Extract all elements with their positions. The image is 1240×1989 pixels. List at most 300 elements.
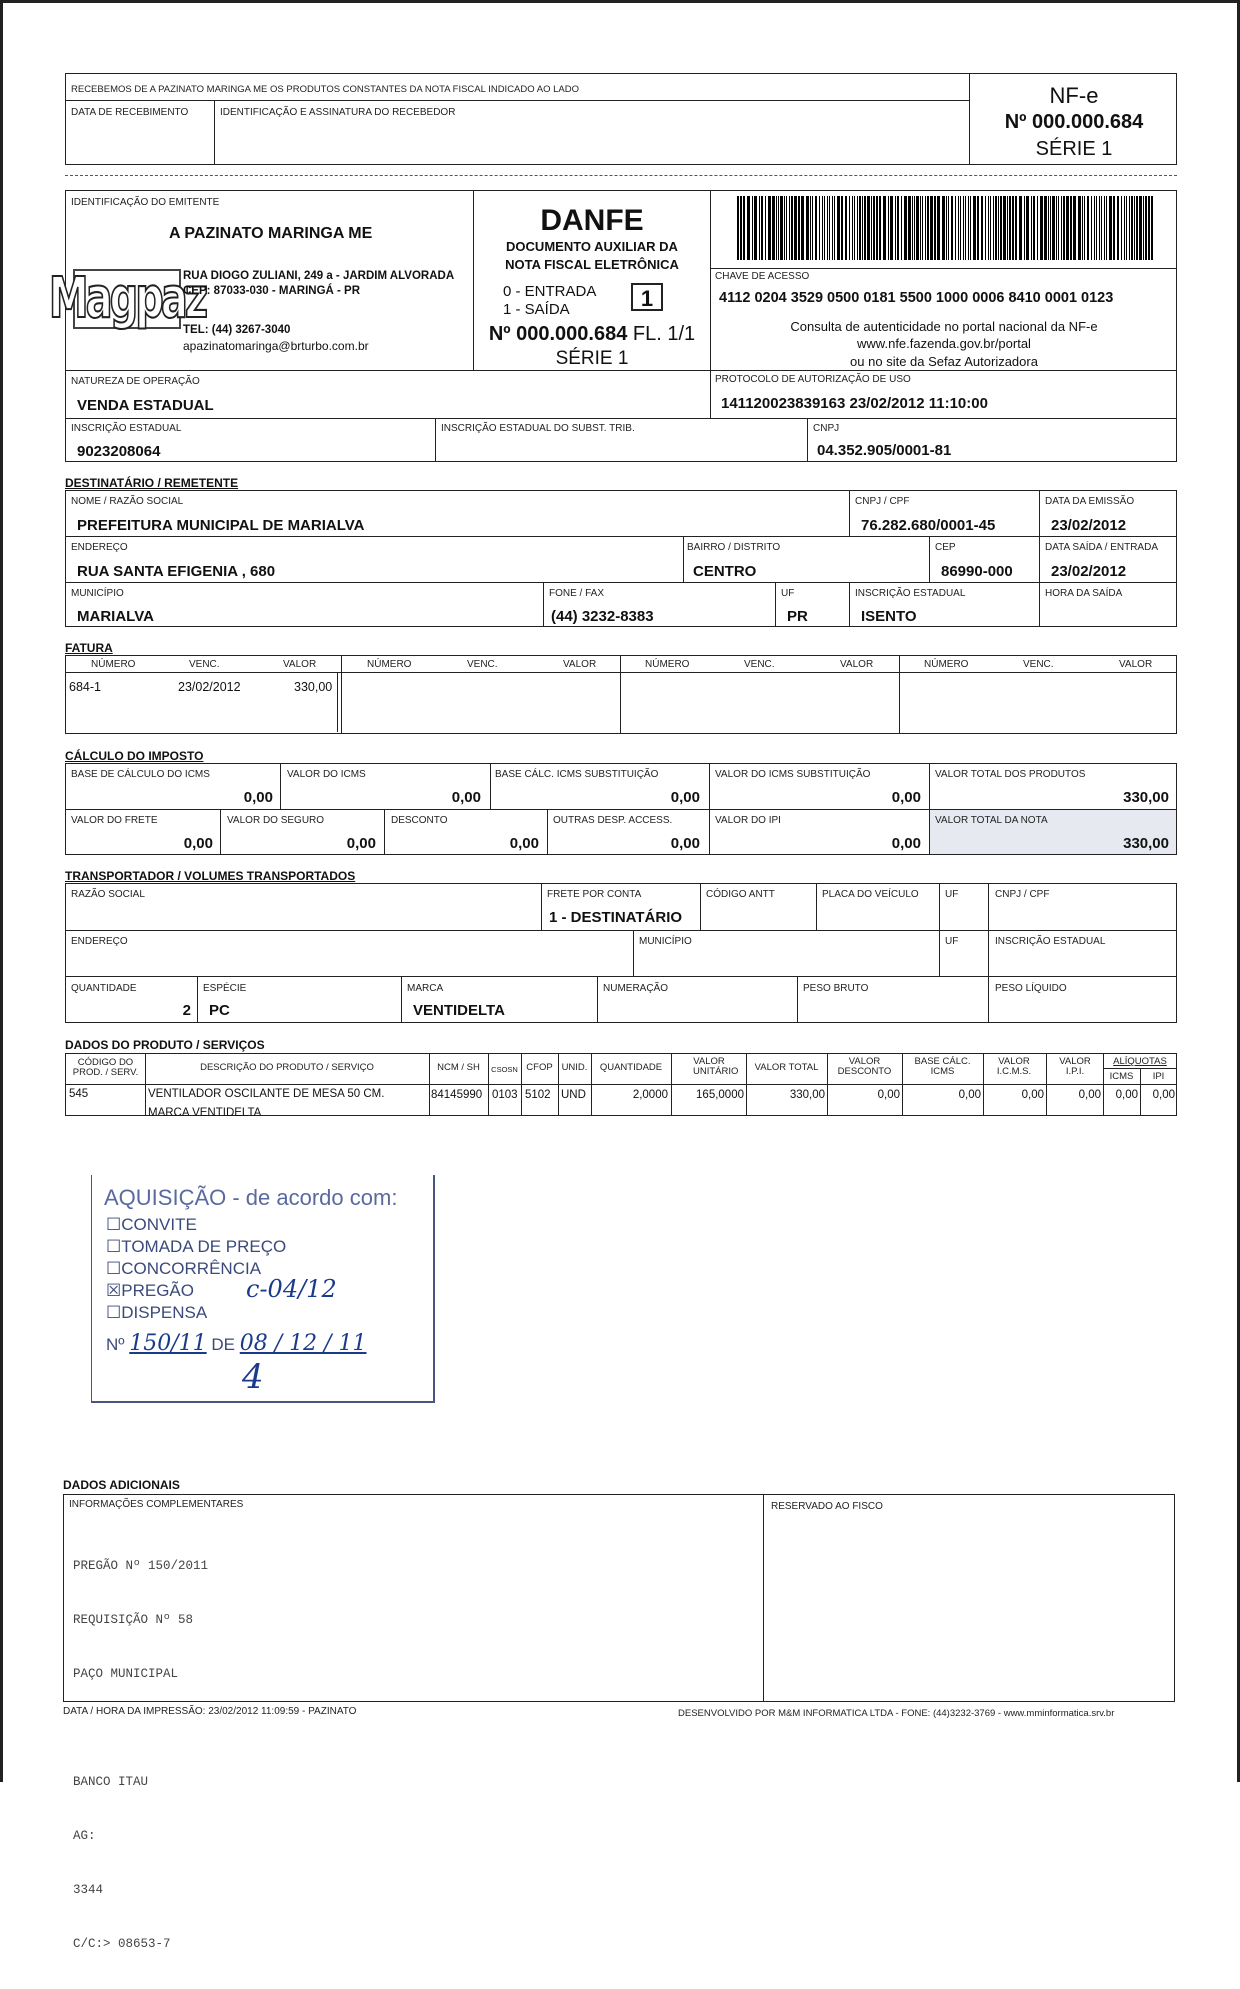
barcode-bar	[1048, 196, 1049, 260]
checkbox-concorrencia-icon: ☐	[106, 1259, 122, 1278]
barcode-bar	[765, 196, 766, 260]
barcode-bar	[768, 196, 771, 260]
discount-label: DESCONTO	[391, 815, 448, 826]
barcode-bar	[761, 196, 763, 260]
info-line: BANCO ITAU	[73, 1775, 149, 1789]
volume-net-label: PESO LÍQUIDO	[995, 983, 1067, 994]
freight-label: VALOR DO FRETE	[71, 815, 158, 826]
barcode-bar	[778, 196, 779, 260]
carrier-cnpj-label: CNPJ / CPF	[995, 889, 1050, 900]
barcode-bar	[1056, 196, 1057, 260]
barcode-bar	[1106, 196, 1107, 260]
checkbox-convite-icon: ☐	[106, 1215, 122, 1234]
barcode-bar	[1031, 196, 1032, 260]
stamp-number-line	[106, 1331, 367, 1356]
barcode-bar	[864, 196, 866, 260]
barcode-bar	[1003, 196, 1006, 260]
barcode-bar	[1121, 196, 1122, 260]
stamp-dispensa-label: DISPENSA	[121, 1303, 208, 1322]
invoice-section: FATURA	[65, 641, 113, 655]
invoice-h8: VENC.	[744, 659, 775, 670]
barcode-bar	[970, 196, 971, 260]
barcode-bar	[968, 196, 969, 260]
barcode-bar	[883, 196, 886, 260]
volume-brand-label: MARCA	[407, 983, 444, 994]
info-line: C/C:> 08653-7	[73, 1937, 171, 1951]
danfe-serie: SÉRIE 1	[555, 348, 629, 369]
barcode-bar	[948, 196, 949, 260]
info-line: PREGÃO Nº 150/2011	[73, 1559, 209, 1573]
stamp-tomada-label: TOMADA DE PREÇO	[121, 1237, 287, 1256]
product-desc1: VENTILADOR OSCILANTE DE MESA 50 CM.	[148, 1088, 385, 1100]
barcode-bar	[1126, 196, 1127, 260]
emitter-logo	[48, 266, 206, 332]
barcode-bar	[1082, 196, 1083, 260]
barcode-bar	[1101, 196, 1102, 260]
barcode-bar	[845, 196, 847, 260]
barcode-bar	[798, 196, 800, 260]
access-key-barcode	[737, 196, 1155, 260]
volume-qty-label: QUANTIDADE	[71, 983, 137, 994]
barcode-bar	[1113, 196, 1115, 260]
base-st: 0,00	[670, 789, 700, 806]
danfe-folha: FL. 1/1	[632, 323, 696, 345]
col-aliq-ipi: IPI	[1152, 1071, 1165, 1082]
volume-brand: VENTIDELTA	[413, 1002, 505, 1019]
barcode-bar	[1143, 196, 1144, 260]
product-qty: 2,0000	[632, 1089, 668, 1101]
total-products: 330,00	[1123, 789, 1169, 806]
carrier-uf-label: UF	[945, 889, 959, 900]
product-total: 330,00	[789, 1089, 825, 1101]
col-ncm: NCM / SH	[437, 1062, 480, 1073]
barcode-bar	[1151, 196, 1153, 260]
danfe-saida: 1 - SAÍDA	[503, 301, 570, 318]
cnpj-label: CNPJ	[813, 423, 840, 434]
access-key-label: CHAVE DE ACESSO	[715, 271, 810, 282]
barcode-bar	[873, 196, 875, 260]
additional-box	[63, 1494, 1175, 1702]
emitter-section-label: IDENTIFICAÇÃO DO EMITENTE	[71, 197, 220, 208]
barcode-bar	[1124, 196, 1125, 260]
barcode-bar	[1009, 196, 1011, 260]
barcode-bar	[965, 196, 966, 260]
col-cfop: CFOP	[526, 1062, 553, 1073]
invoice-h10: NÚMERO	[924, 659, 969, 670]
barcode-bar	[977, 196, 979, 260]
carrier-uf2-label: UF	[945, 936, 959, 947]
recipient-address-label: ENDEREÇO	[71, 542, 128, 553]
emitter-logo-text: Magpaz	[48, 266, 206, 332]
barcode-bar	[776, 196, 777, 260]
invoice-value: 330,00	[294, 680, 333, 694]
barcode-bar	[1099, 196, 1100, 260]
stamp-title: AQUISIÇÃO - de acordo com:	[104, 1185, 398, 1210]
danfe-subtitle2: NOTA FISCAL ELETRÔNICA	[505, 257, 679, 272]
barcode-bar	[786, 196, 787, 260]
barcode-bar	[1044, 196, 1047, 260]
barcode-bar	[963, 196, 964, 260]
recipient-cep-label: CEP	[935, 542, 956, 553]
barcode-bar	[888, 196, 889, 260]
product-icms: 0,00	[1021, 1089, 1044, 1101]
emitter-phone: TEL: (44) 3267-3040	[183, 324, 291, 336]
reserved-label: RESERVADO AO FISCO	[771, 1501, 883, 1512]
stamp-signature: 4	[242, 1357, 264, 1397]
checkbox-pregao-checked-icon: ☒	[106, 1281, 122, 1300]
invoice-h11: VENC.	[1023, 659, 1054, 670]
total-products-label: VALOR TOTAL DOS PRODUTOS	[935, 769, 1086, 780]
barcode-bar	[791, 196, 793, 260]
base-icms: 0,00	[243, 789, 273, 806]
barcode-bar	[834, 196, 835, 260]
recipient-city: MARIALVA	[77, 608, 154, 625]
receipt-statement: RECEBEMOS DE A PAZINATO MARINGA ME OS PRODUTOS CONSTANTES DA NOTA FISCAL INDICADO AO LADO	[71, 84, 579, 95]
ipi: 0,00	[891, 835, 921, 852]
volume-gross-label: PESO BRUTO	[803, 983, 869, 994]
invoice-h9: VALOR	[840, 659, 874, 670]
barcode-bar	[916, 196, 919, 260]
barcode-bar	[951, 196, 953, 260]
barcode-bar	[849, 196, 850, 260]
barcode-bar	[930, 196, 933, 260]
barcode-bar	[810, 196, 811, 260]
barcode-bar	[1007, 196, 1008, 260]
product-desc2: MARCA VENTIDELTA	[148, 1107, 262, 1119]
product-unit: 165,0000	[696, 1089, 744, 1101]
insurance: 0,00	[346, 835, 376, 852]
recipient-cnpj: 76.282.680/0001-45	[861, 517, 996, 534]
recipient-district-label: BAIRRO / DISTRITO	[687, 542, 781, 553]
recipient-name: PREFEITURA MUNICIPAL DE MARIALVA	[77, 517, 365, 534]
product-cfop: 5102	[525, 1089, 551, 1101]
barcode-bar	[1000, 196, 1002, 260]
recipient-time-label: HORA DA SAÍDA	[1045, 588, 1123, 599]
invoice-h12: VALOR	[1119, 659, 1153, 670]
recipient-cnpj-label: CNPJ / CPF	[855, 496, 910, 507]
barcode-bar	[852, 196, 853, 260]
barcode-bar	[1148, 196, 1150, 260]
receipt-number: Nº 000.000.684	[1004, 111, 1144, 133]
total: 330,00	[1123, 835, 1169, 852]
barcode-bar	[819, 196, 820, 260]
emitter-name: A PAZINATO MARINGA ME	[169, 225, 373, 242]
stamp-option-concorrencia	[106, 1259, 261, 1279]
barcode-bar	[743, 196, 745, 260]
base-st-label: BASE CÁLC. ICMS SUBSTITUIÇÃO	[495, 769, 659, 780]
total-label: VALOR TOTAL DA NOTA	[935, 815, 1048, 826]
volume-species-label: ESPÉCIE	[203, 983, 247, 994]
barcode-bar	[841, 196, 843, 260]
stamp-option-tomada	[106, 1237, 286, 1257]
danfe-entrada: 0 - ENTRADA	[503, 283, 597, 300]
col-code: CÓDIGO DO PROD. / SERV.	[72, 1057, 139, 1078]
invoice-h1: NÚMERO	[91, 659, 136, 670]
product-unid: UND	[561, 1089, 586, 1101]
barcode-bar	[876, 196, 878, 260]
invoice-h6: VALOR	[563, 659, 597, 670]
barcode-bar	[772, 196, 775, 260]
barcode-bar	[824, 196, 825, 260]
carrier-name-label: RAZÃO SOCIAL	[71, 889, 145, 900]
receipt-serie: SÉRIE 1	[1035, 138, 1113, 160]
barcode-bar	[1066, 196, 1069, 260]
col-total: VALOR TOTAL	[754, 1062, 819, 1073]
nature-value: VENDA ESTADUAL	[77, 397, 214, 414]
barcode-bar	[1015, 196, 1017, 260]
stamp-option-convite	[106, 1215, 197, 1235]
icms-st-label: VALOR DO ICMS SUBSTITUIÇÃO	[715, 769, 871, 780]
barcode-bar	[922, 196, 923, 260]
icms-st: 0,00	[891, 789, 921, 806]
barcode-bar	[837, 196, 840, 260]
col-icms: VALOR I.C.M.S.	[996, 1056, 1032, 1077]
danfe-subtitle1: DOCUMENTO AUXILIAR DA	[506, 239, 678, 254]
barcode-bar	[740, 196, 742, 260]
col-qty: QUANTIDADE	[599, 1062, 663, 1073]
stamp-pregao-label: PREGÃO	[121, 1281, 194, 1300]
stamp-no-value: 150/11	[129, 1331, 207, 1356]
barcode-bar	[784, 196, 785, 260]
icms-label: VALOR DO ICMS	[287, 769, 366, 780]
product-base: 0,00	[958, 1089, 981, 1101]
barcode-bar	[1058, 196, 1059, 260]
col-unid: UNID.	[561, 1062, 588, 1073]
invoice-box	[65, 655, 1177, 734]
info-line: 3344	[73, 1883, 104, 1897]
barcode-bar	[993, 196, 994, 260]
product-ncm: 84145990	[431, 1089, 483, 1101]
nature-label: NATUREZA DE OPERAÇÃO	[71, 376, 200, 387]
barcode-bar	[1052, 196, 1055, 260]
barcode-bar	[1131, 196, 1133, 260]
carrier-plate-label: PLACA DO VEÍCULO	[822, 889, 919, 900]
barcode-bar	[759, 196, 760, 260]
tax-section: CÁLCULO DO IMPOSTO	[65, 749, 204, 763]
discount: 0,00	[509, 835, 539, 852]
barcode-bar	[827, 196, 828, 260]
carrier-antt-label: CÓDIGO ANTT	[706, 889, 775, 900]
recipient-address: RUA SANTA EFIGENIA , 680	[77, 563, 276, 580]
base-icms-label: BASE DE CÁLCULO DO ICMS	[71, 769, 210, 780]
product-code: 545	[69, 1088, 89, 1100]
product-discount: 0,00	[877, 1089, 900, 1101]
info-line: REQUISIÇÃO Nº 58	[73, 1613, 194, 1627]
col-aliq-icms: ICMS	[1109, 1071, 1134, 1082]
invoice-h5: VENC.	[467, 659, 498, 670]
stamp-option-dispensa	[106, 1303, 207, 1323]
product-aliq-icms: 0,00	[1115, 1089, 1138, 1101]
barcode-bar	[862, 196, 863, 260]
info-label: INFORMAÇÕES COMPLEMENTARES	[69, 1499, 244, 1510]
carrier-ie-label: INSCRIÇÃO ESTADUAL	[995, 936, 1106, 947]
barcode-bar	[960, 196, 961, 260]
recipient-cep: 86990-000	[941, 563, 1013, 580]
invoice-h4: NÚMERO	[367, 659, 412, 670]
danfe-number-value: Nº 000.000.684	[488, 323, 628, 345]
recipient-ie: ISENTO	[861, 608, 917, 625]
barcode-bar	[871, 196, 872, 260]
barcode-bar	[1078, 196, 1081, 260]
recipient-section: DESTINATÁRIO / REMETENTE	[65, 476, 239, 490]
stamp-convite-label: CONVITE	[121, 1215, 197, 1234]
barcode-bar	[908, 196, 911, 260]
barcode-bar	[1033, 196, 1035, 260]
barcode-bar	[1024, 196, 1025, 260]
barcode-bar	[1019, 196, 1022, 260]
barcode-bar	[1096, 196, 1097, 260]
transport-section: TRANSPORTADOR / VOLUMES TRANSPORTADOS	[65, 869, 356, 883]
barcode-bar	[1145, 196, 1147, 260]
carrier-address-label: ENDEREÇO	[71, 936, 128, 947]
acquisition-stamp	[91, 1175, 435, 1403]
recipient-ie-label: INSCRIÇÃO ESTADUAL	[855, 588, 966, 599]
freight: 0,00	[183, 835, 213, 852]
volume-species: PC	[209, 1002, 230, 1019]
barcode-bar	[752, 196, 753, 260]
cnpj-value: 04.352.905/0001-81	[817, 442, 952, 459]
barcode-bar	[1139, 196, 1142, 260]
barcode-bar	[897, 196, 899, 260]
recipient-emission: 23/02/2012	[1051, 517, 1127, 534]
consult-line3	[711, 353, 1177, 369]
barcode-bar	[1136, 196, 1138, 260]
barcode-bar	[1117, 196, 1119, 260]
barcode-bar	[815, 196, 817, 260]
invoice-h7: NÚMERO	[645, 659, 690, 670]
barcode-bar	[937, 196, 940, 260]
barcode-bar	[1073, 196, 1076, 260]
barcode-bar	[1129, 196, 1130, 260]
barcode-bar	[794, 196, 797, 260]
footer-printed: DATA / HORA DA IMPRESSÃO: 23/02/2012 11:09:59 - PAZINATO	[63, 1706, 357, 1717]
recipient-district: CENTRO	[693, 563, 757, 580]
barcode-bar	[901, 196, 902, 260]
barcode-bar	[1094, 196, 1095, 260]
barcode-bar	[801, 196, 804, 260]
danfe-number	[474, 323, 710, 346]
barcode-bar	[1012, 196, 1014, 260]
barcode-bar	[1084, 196, 1085, 260]
info-lines	[73, 1521, 208, 1989]
barcode-bar	[1050, 196, 1051, 260]
additional-section: DADOS ADICIONAIS	[63, 1478, 180, 1492]
col-csosn: CSOSN	[491, 1065, 518, 1074]
barcode-bar	[879, 196, 881, 260]
barcode-bar	[1063, 196, 1065, 260]
barcode-bar	[958, 196, 959, 260]
barcode-bar	[942, 196, 945, 260]
barcode-bar	[995, 196, 997, 260]
col-base: BASE CÁLC. ICMS	[914, 1056, 971, 1077]
transport-box	[65, 883, 1177, 1023]
product-desc2-clip	[148, 1103, 428, 1119]
recipient-uf-label: UF	[781, 588, 795, 599]
recipient-exit: 23/02/2012	[1051, 563, 1127, 580]
stamp-handwritten-code: c-04/12	[246, 1275, 337, 1303]
barcode-bar	[867, 196, 870, 260]
danfe-title: DANFE	[540, 204, 644, 237]
product-csosn: 0103	[492, 1089, 518, 1101]
stamp-no-prefix: Nº	[106, 1335, 125, 1354]
col-discount: VALOR DESCONTO	[837, 1056, 892, 1077]
other-label: OUTRAS DESP. ACCESS.	[553, 815, 673, 826]
barcode-bar	[895, 196, 896, 260]
danfe-type-box	[631, 283, 663, 311]
recipient-box	[65, 490, 1177, 627]
recipient-phone: (44) 3232-8383	[551, 608, 654, 625]
barcode-bar	[854, 196, 855, 260]
invoice-number: 684-1	[69, 680, 101, 694]
barcode-bar	[812, 196, 813, 260]
consult-line2: www.nfe.fazenda.gov.br/portal	[857, 336, 1031, 351]
barcode-bar	[1070, 196, 1072, 260]
protocol-value: 141120023839163 23/02/2012 11:10:00	[721, 395, 988, 412]
ie-value: 9023208064	[77, 443, 161, 460]
product-ipi: 0,00	[1078, 1089, 1101, 1101]
invoice-h3: VALOR	[283, 659, 317, 670]
carrier-city-label: MUNICÍPIO	[639, 936, 692, 947]
barcode-bar	[912, 196, 913, 260]
carrier-freight: 1 - DESTINATÁRIO	[549, 909, 683, 926]
invoice-due: 23/02/2012	[178, 680, 241, 694]
col-unit: VALOR UNITÁRIO	[693, 1056, 739, 1077]
barcode-bar	[925, 196, 926, 260]
barcode-bar	[914, 196, 915, 260]
barcode-bar	[985, 196, 986, 260]
barcode-bar	[904, 196, 907, 260]
barcode-bar	[829, 196, 830, 260]
checkbox-tomada-icon: ☐	[106, 1237, 122, 1256]
stamp-date: 08 / 12 / 11	[239, 1331, 367, 1356]
ipi-label: VALOR DO IPI	[715, 815, 781, 826]
barcode-bar	[737, 196, 739, 260]
emitter-address1: RUA DIOGO ZULIANI, 249 a - JARDIM ALVORADA	[183, 270, 455, 282]
info-line: AG:	[73, 1829, 96, 1843]
barcode-bar	[1040, 196, 1043, 260]
stamp-option-pregao	[106, 1281, 194, 1301]
barcode-bar	[1134, 196, 1135, 260]
barcode-bar	[1061, 196, 1062, 260]
barcode-bar	[859, 196, 861, 260]
other: 0,00	[670, 835, 700, 852]
barcode-bar	[890, 196, 893, 260]
barcode-bar	[857, 196, 858, 260]
consult-line3-text: ou no site da Sefaz Autorizadora	[850, 354, 1038, 369]
barcode-bar	[998, 196, 999, 260]
barcode-bar	[747, 196, 750, 260]
ie-st-label: INSCRIÇÃO ESTADUAL DO SUBST. TRIB.	[441, 423, 635, 434]
recipient-emission-label: DATA DA EMISSÃO	[1045, 496, 1135, 507]
barcode-bar	[920, 196, 921, 260]
product-aliq-ipi: 0,00	[1152, 1089, 1175, 1101]
consult-line1: Consulta de autenticidade no portal nacional da NF-e	[790, 319, 1098, 334]
col-aliq: ALÍQUOTAS	[1113, 1056, 1167, 1067]
recipient-name-label: NOME / RAZÃO SOCIAL	[71, 496, 184, 507]
barcode-bar	[780, 196, 783, 260]
barcode-bar	[832, 196, 833, 260]
barcode-bar	[1109, 196, 1112, 260]
stamp-concorrencia-label: CONCORRÊNCIA	[121, 1259, 262, 1278]
barcode-bar	[1026, 196, 1029, 260]
receipt-nfe: NF-e	[1049, 83, 1099, 108]
barcode-bar	[990, 196, 991, 260]
checkbox-dispensa-icon: ☐	[106, 1303, 122, 1322]
footer-developer: DESENVOLVIDO POR M&M INFORMATICA LTDA - FONE: (44)3232-3769 - www.mminformatica.srv.br	[678, 1708, 1115, 1719]
recipient-phone-label: FONE / FAX	[549, 588, 605, 599]
danfe-type-value: 1	[640, 286, 654, 311]
barcode-bar	[955, 196, 956, 260]
